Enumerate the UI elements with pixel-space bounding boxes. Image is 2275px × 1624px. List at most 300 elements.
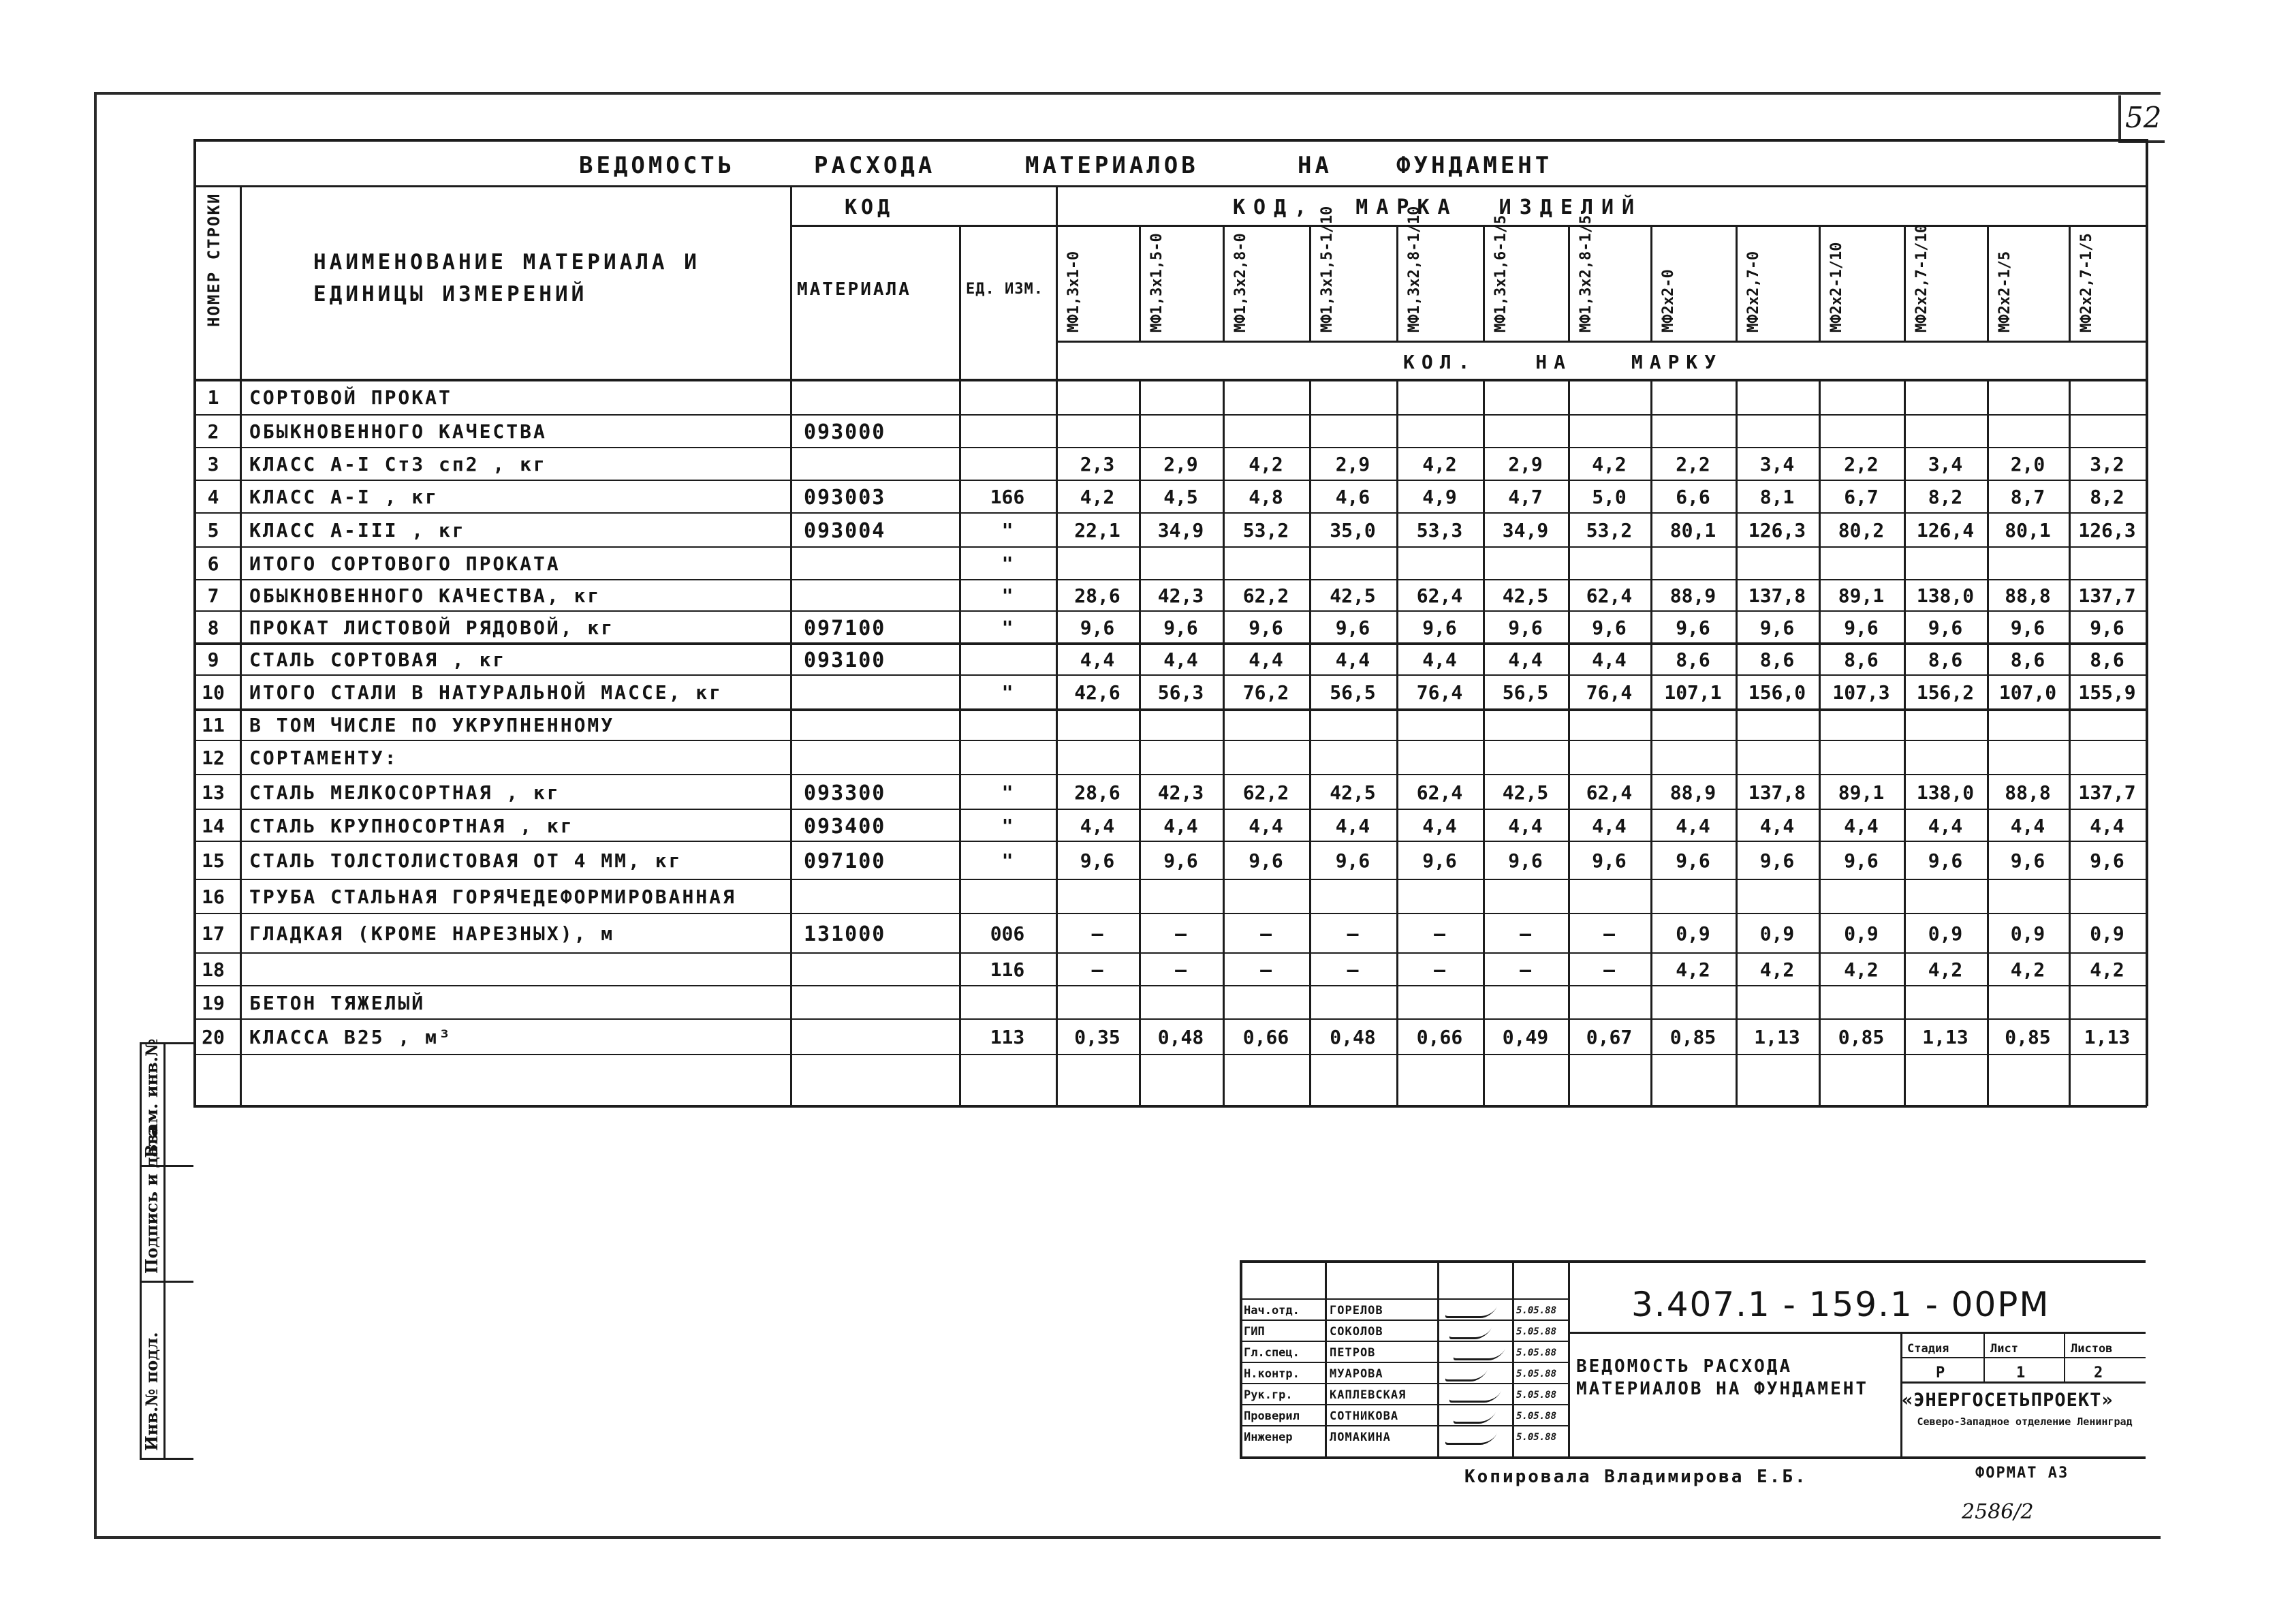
quantity-cell: 9,6 [1508, 616, 1543, 639]
quantity-cell: 0,9 [1844, 922, 1879, 945]
stamp-top-border [1240, 1260, 2146, 1263]
row-number: 16 [202, 886, 225, 908]
quantity-cell: 9,6 [1163, 849, 1198, 872]
row-number: 8 [207, 616, 219, 639]
organization: «ЭНЕРГОСЕТЬПРОЕКТ» [1902, 1390, 2114, 1411]
quantity-cell: 0,9 [1676, 922, 1710, 945]
mark-column-header: МФ1,3х1,5-0 [1148, 233, 1165, 332]
row-unit-code: " [1001, 849, 1014, 872]
mark-header-column-line [1819, 225, 1821, 341]
quantity-cell: 9,6 [1928, 849, 1963, 872]
row-material-name: ГЛАДКАЯ (КРОМЕ НАРЕЗНЫХ), м [249, 922, 615, 945]
quantity-cell: 88,9 [1669, 584, 1716, 607]
stamp-row-divider [1240, 1320, 1568, 1321]
quantity-cell: 4,7 [1508, 486, 1543, 508]
sheet-format: ФОРМАТ А3 [1975, 1465, 2069, 1482]
quantity-cell: 9,6 [2090, 849, 2124, 872]
quantity-cell: 2,3 [1080, 453, 1115, 475]
mark-header-column-line [1223, 225, 1225, 341]
quantity-cell: 0,48 [1330, 1026, 1376, 1048]
quantity-cell: 4,2 [1676, 958, 1710, 981]
row-unit-code: " [1001, 681, 1014, 704]
row-number: 10 [202, 681, 225, 704]
quantity-cell: 80,1 [2005, 519, 2051, 542]
row-material-code: 093300 [804, 781, 886, 805]
quantity-cell: 9,6 [1080, 849, 1115, 872]
row-material-name: БЕТОН ТЯЖЕЛЫЙ [249, 991, 426, 1014]
stamp-person-name: КАПЛЕВСКАЯ [1330, 1388, 1407, 1402]
quantity-cell: 0,66 [1416, 1026, 1463, 1048]
stamp-role: Проверил [1244, 1409, 1300, 1423]
quantity-cell: 4,4 [1080, 648, 1115, 671]
quantity-cell: 9,6 [1249, 849, 1283, 872]
row-divider [193, 879, 2146, 880]
row-divider [193, 1018, 2146, 1020]
quantity-cell: 126,3 [2078, 519, 2136, 542]
title-word: НА [1298, 152, 1332, 179]
material-code-header: МАТЕРИАЛА [797, 279, 911, 300]
quantity-cell: 88,8 [2005, 781, 2051, 804]
row-material-name: СОРТОВОЙ ПРОКАТ [249, 386, 452, 409]
quantity-cell: 9,6 [1080, 616, 1115, 639]
row-divider [193, 579, 2146, 580]
row-number: 14 [202, 814, 225, 837]
mark-column-header: МФ2х2,7-1/10 [1913, 224, 1930, 332]
row-divider [193, 952, 2146, 954]
mark-header-column-line [1139, 225, 1141, 341]
row-material-name: СТАЛЬ СОРТОВАЯ , кг [249, 648, 507, 671]
mark-column-header: МФ2х2-0 [1660, 269, 1677, 332]
quantity-cell: 4,4 [2090, 814, 2124, 837]
quantity-cell: 4,8 [1249, 486, 1283, 508]
quantity-cell: 34,9 [1157, 519, 1204, 542]
sheets-value: 2 [2094, 1364, 2103, 1381]
quantity-cell: 2,2 [1676, 453, 1710, 475]
quantity-cell: 107,1 [1664, 681, 1722, 704]
row-number: 5 [207, 519, 219, 542]
quantity-cell: 76,2 [1242, 681, 1289, 704]
mark-column-header: МФ1,3х2,8-1/10 [1406, 206, 1423, 332]
row-unit-code: 166 [990, 486, 1025, 508]
quantity-cell: 56,3 [1157, 681, 1204, 704]
quantity-cell: 4,2 [1422, 453, 1457, 475]
quantity-cell: 4,2 [1928, 958, 1963, 981]
unit-header: ЕД. ИЗМ. [966, 281, 1044, 298]
quantity-cell: 62,4 [1586, 781, 1633, 804]
quantity-cell: 8,2 [2090, 486, 2124, 508]
quantity-cell: 8,6 [1676, 648, 1710, 671]
quantity-cell: 1,13 [1754, 1026, 1800, 1048]
stamp-row-divider [1240, 1404, 1568, 1405]
quantity-cell: — [1260, 922, 1272, 945]
row-number: 7 [207, 584, 219, 607]
quantity-cell: 9,6 [1759, 616, 1795, 639]
quantity-cell: — [1260, 958, 1272, 981]
copied-by: Копировала Владимирова Е.Б. [1464, 1467, 1808, 1487]
stamp-person-name: СОКОЛОВ [1330, 1325, 1383, 1339]
quantity-cell: — [1347, 922, 1359, 945]
quantity-cell: 126,4 [1916, 519, 1975, 542]
quantity-cell: 42,3 [1157, 781, 1204, 804]
row-divider [193, 809, 2146, 810]
quantity-cell: 42,5 [1502, 584, 1549, 607]
quantity-cell: 2,2 [1844, 453, 1879, 475]
quantity-cell: 126,3 [1748, 519, 1806, 542]
row-divider [193, 414, 2146, 416]
stamp-date: 5.05.88 [1516, 1305, 1557, 1316]
stamp-row-divider [1240, 1341, 1568, 1342]
row-number: 13 [202, 781, 225, 804]
quantity-cell: 8,6 [1844, 648, 1879, 671]
name-column-line [790, 185, 792, 1106]
quantity-cell: 3,4 [1759, 453, 1795, 475]
row-unit-code: " [1001, 519, 1014, 542]
sheets-label: Листов [2071, 1342, 2113, 1356]
stage-value: Р [1936, 1364, 1945, 1381]
quantity-cell: 4,4 [1844, 814, 1879, 837]
quantity-cell: 4,4 [1676, 814, 1710, 837]
code-header: КОД [845, 196, 894, 219]
stamp-divider [1568, 1332, 2146, 1334]
quantity-cell: 0,48 [1157, 1026, 1204, 1048]
row-material-code: 097100 [804, 616, 886, 640]
row-number: 18 [202, 958, 225, 981]
quantity-per-mark-header: КОЛ. НА МАРКУ [1403, 351, 1723, 373]
stamp-column-line [1325, 1260, 1327, 1456]
row-number-column-line [240, 185, 242, 1106]
quantity-cell: 0,9 [2090, 922, 2124, 945]
row-unit-code: " [1001, 616, 1014, 639]
quantity-cell: 53,3 [1416, 519, 1463, 542]
quantity-cell: 107,0 [1998, 681, 2057, 704]
row-number: 19 [202, 991, 225, 1014]
quantity-cell: 155,9 [2078, 681, 2136, 704]
row-number: 20 [202, 1026, 225, 1048]
quantity-cell: — [1091, 922, 1103, 945]
quantity-cell: 6,6 [1676, 486, 1710, 508]
stamp-person-name: ПЕТРОВ [1330, 1346, 1376, 1360]
quantity-cell: 89,1 [1838, 781, 1885, 804]
stamp-row-divider [1240, 1425, 1568, 1426]
quantity-cell: 88,8 [2005, 584, 2051, 607]
mark-column-header: МФ1,3х2,8-1/5 [1578, 215, 1595, 332]
quantity-cell: 42,6 [1074, 681, 1120, 704]
quantity-cell: 4,4 [1080, 814, 1115, 837]
stamp-date: 5.05.88 [1516, 1432, 1557, 1443]
margin-replacement-label: Взам. инв.№ [142, 1038, 161, 1158]
quantity-cell: 1,13 [2084, 1026, 2131, 1048]
row-number-header: НОМЕР СТРОКИ [204, 192, 223, 327]
quantity-cell: 9,6 [1676, 616, 1710, 639]
row-divider [193, 610, 2146, 612]
row-unit-code: 006 [990, 922, 1025, 945]
archive-number: 2586/2 [1962, 1500, 2034, 1524]
stamp-column-line [2064, 1332, 2065, 1381]
row-material-name: ТРУБА СТАЛЬНАЯ ГОРЯЧЕДЕФОРМИРОВАННАЯ [249, 886, 736, 908]
stamp-role: Гл.спец. [1244, 1346, 1300, 1360]
quantity-cell: 4,4 [1249, 814, 1283, 837]
row-unit-code: 116 [990, 958, 1025, 981]
row-material-name: КЛАСС A-I Ст3 сп2 , кг [249, 453, 547, 475]
row-material-code: 093004 [804, 519, 886, 543]
quantity-cell: 4,6 [1335, 486, 1370, 508]
quantity-cell: 4,4 [1759, 814, 1795, 837]
quantity-cell: 42,5 [1330, 781, 1376, 804]
quantity-cell: 9,6 [2010, 849, 2045, 872]
quantity-cell: 42,5 [1330, 584, 1376, 607]
quantity-cell: 34,9 [1502, 519, 1549, 542]
row-number: 17 [202, 922, 225, 945]
row-material-name: КЛАССА B25 , м³ [249, 1026, 452, 1048]
stamp-role: Нач.отд. [1244, 1304, 1300, 1317]
row-divider [193, 480, 2146, 481]
row-unit-code: 113 [990, 1026, 1025, 1048]
row-material-name: ОБЫКНОВЕННОГО КАЧЕСТВА [249, 420, 547, 443]
quantity-cell: 0,66 [1242, 1026, 1289, 1048]
stamp-divider [1900, 1381, 2146, 1384]
stamp-row-divider [1240, 1362, 1568, 1363]
quantity-cell: 9,6 [1844, 849, 1879, 872]
margin-inventory-label: Инв.№ подл. [142, 1332, 161, 1451]
code-header-divider [790, 225, 2146, 227]
mark-header-column-line [1736, 225, 1738, 341]
row-divider [193, 642, 2146, 645]
quantity-cell: — [1434, 922, 1445, 945]
quantity-cell: 4,4 [1335, 814, 1370, 837]
stamp-role: Рук.гр. [1244, 1388, 1293, 1402]
quantity-cell: 42,3 [1157, 584, 1204, 607]
row-number: 4 [207, 486, 219, 508]
quantity-cell: 3,2 [2090, 453, 2124, 475]
mark-header-column-line [1396, 225, 1398, 341]
quantity-cell: 4,4 [1335, 648, 1370, 671]
quantity-cell: 4,4 [1928, 814, 1963, 837]
quantity-cell: 4,4 [1592, 648, 1627, 671]
row-number: 15 [202, 849, 225, 872]
quantity-cell: 9,6 [1676, 849, 1710, 872]
quantity-cell: 4,5 [1163, 486, 1198, 508]
quantity-cell: 8,6 [1928, 648, 1963, 671]
row-number: 3 [207, 453, 219, 475]
stamp-column-line [1983, 1332, 1985, 1381]
organization-branch: Северо-Западное отделение Ленинград [1917, 1416, 2133, 1428]
quantity-cell: 42,5 [1502, 781, 1549, 804]
stamp-role: Инженер [1244, 1431, 1293, 1444]
stamp-role: ГИП [1244, 1325, 1265, 1339]
row-material-code: 093400 [804, 814, 886, 839]
quantity-cell: 9,6 [1163, 616, 1198, 639]
quantity-cell: 0,67 [1586, 1026, 1633, 1048]
row-material-name: В ТОМ ЧИСЛЕ ПО УКРУПНЕННОМУ [249, 714, 615, 736]
quantity-cell: 76,4 [1416, 681, 1463, 704]
quantity-cell: — [1520, 922, 1531, 945]
page-number: 52 [2125, 101, 2162, 134]
mark-header-column-line [1650, 225, 1652, 341]
quantity-cell: 0,85 [2005, 1026, 2051, 1048]
quantity-cell: 2,9 [1335, 453, 1370, 475]
quantity-cell: 4,2 [2010, 958, 2045, 981]
quantity-cell: 137,8 [1748, 584, 1806, 607]
quantity-cell: 156,0 [1748, 681, 1806, 704]
quantity-cell: 4,9 [1422, 486, 1457, 508]
quantity-cell: 8,7 [2010, 486, 2045, 508]
quantity-cell: 107,3 [1832, 681, 1890, 704]
stamp-left-border [1240, 1260, 1242, 1456]
quantity-cell: 9,6 [1422, 616, 1457, 639]
row-divider [193, 674, 2146, 676]
row-divider [193, 913, 2146, 914]
quantity-cell: 3,4 [1928, 453, 1963, 475]
table-bottom-border [193, 1105, 2147, 1108]
quantity-cell: 8,6 [2090, 648, 2124, 671]
quantity-cell: 9,6 [1592, 616, 1627, 639]
row-material-code: 131000 [804, 922, 886, 946]
row-divider [193, 1054, 2146, 1055]
quantity-cell: 9,6 [1928, 616, 1963, 639]
sheet-value: 1 [2016, 1364, 2026, 1381]
title-word: МАТЕРИАЛОВ [1025, 152, 1199, 179]
quantity-cell: 0,9 [1928, 922, 1963, 945]
row-number: 9 [207, 648, 219, 671]
quantity-cell: 9,6 [1335, 849, 1370, 872]
stamp-bottom-border [1240, 1456, 2146, 1459]
quantity-cell: 4,2 [1844, 958, 1879, 981]
title-word: ФУНДАМЕНТ [1396, 152, 1553, 179]
stamp-person-name: ЛОМАКИНА [1330, 1431, 1391, 1444]
mark-column-header: МФ2х2,7-0 [1745, 251, 1762, 332]
quantity-cell: 9,6 [1422, 849, 1457, 872]
quantity-cell: 4,2 [2090, 958, 2124, 981]
quantity-cell: 9,6 [1508, 849, 1543, 872]
stamp-row-divider [1240, 1298, 1568, 1300]
quantity-cell: 28,6 [1074, 781, 1120, 804]
quantity-cell: 0,35 [1074, 1026, 1120, 1048]
quantity-cell: 138,0 [1916, 584, 1975, 607]
quantity-cell: 9,6 [1592, 849, 1627, 872]
row-material-name: КЛАСС A-III , кг [249, 519, 466, 542]
margin-strip-line [163, 1042, 166, 1458]
quantity-cell: 80,2 [1838, 519, 1885, 542]
mark-header-column-line [1483, 225, 1485, 341]
row-material-name: СТАЛЬ КРУПНОСОРТНАЯ , кг [249, 814, 574, 837]
quantity-cell: 4,4 [1249, 648, 1283, 671]
margin-strip-bottom [140, 1458, 193, 1460]
mark-header-divider [1056, 341, 2146, 343]
quantity-cell: 8,1 [1759, 486, 1795, 508]
title-word: РАСХОДА [814, 152, 936, 179]
mark-header-column-line [2069, 225, 2071, 341]
quantity-cell: 88,9 [1669, 781, 1716, 804]
mark-column-header: МФ2х2-1/10 [1828, 242, 1845, 332]
mark-column-header: МФ1,3х1,5-1/10 [1319, 206, 1336, 332]
stamp-date: 5.05.88 [1516, 1326, 1557, 1337]
quantity-cell: — [1347, 958, 1359, 981]
stamp-column-line [1568, 1260, 1570, 1456]
quantity-cell: — [1175, 958, 1187, 981]
quantity-cell: 53,2 [1586, 519, 1633, 542]
mark-header-column-line [1568, 225, 1570, 341]
stamp-column-line [1437, 1260, 1439, 1456]
quantity-cell: 9,6 [1759, 849, 1795, 872]
stamp-column-line [1512, 1260, 1514, 1456]
quantity-cell: 138,0 [1916, 781, 1975, 804]
quantity-cell: 62,4 [1416, 584, 1463, 607]
table-right-border [2146, 139, 2148, 1106]
quantity-cell: 4,2 [1249, 453, 1283, 475]
mark-column-header: МФ1,3х1,6-1/5 [1492, 215, 1509, 332]
mark-column-header: МФ2х2-1/5 [1996, 251, 2013, 332]
quantity-cell: 22,1 [1074, 519, 1120, 542]
stamp-document-title: ВЕДОМОСТЬ РАСХОДА МАТЕРИАЛОВ НА ФУНДАМЕНТ [1576, 1356, 1869, 1399]
title-divider [193, 185, 2147, 187]
quantity-cell: 4,4 [1422, 814, 1457, 837]
row-divider [193, 841, 2146, 842]
quantity-cell: 0,85 [1838, 1026, 1885, 1048]
stamp-date: 5.05.88 [1516, 1347, 1557, 1358]
row-divider [193, 546, 2146, 548]
row-divider [193, 774, 2146, 775]
quantity-cell: 8,6 [2010, 648, 2045, 671]
quantity-cell: 9,6 [1249, 616, 1283, 639]
quantity-cell: 137,7 [2078, 781, 2136, 804]
row-number: 2 [207, 420, 219, 443]
quantity-cell: 4,2 [1592, 453, 1627, 475]
material-name-header: НАИМЕНОВАНИЕ МАТЕРИАЛА И ЕДИНИЦЫ ИЗМЕРЕНИЙ [313, 250, 700, 307]
row-material-code: 093000 [804, 420, 886, 444]
quantity-cell: 4,2 [1759, 958, 1795, 981]
quantity-cell: 28,6 [1074, 584, 1120, 607]
quantity-cell: 9,6 [1844, 616, 1879, 639]
table-top-border [193, 139, 2147, 142]
stamp-divider [1900, 1357, 2146, 1358]
mark-column-header: МФ1,3х1-0 [1065, 251, 1082, 332]
row-material-code: 093003 [804, 486, 886, 510]
quantity-cell: 5,0 [1592, 486, 1627, 508]
mark-header-column-line [1309, 225, 1311, 341]
row-number: 12 [202, 747, 225, 769]
row-material-name: СТАЛЬ ТОЛСТОЛИСТОВАЯ ОТ 4 ММ, кг [249, 849, 682, 872]
row-divider [193, 512, 2146, 514]
quantity-cell: 0,9 [1759, 922, 1795, 945]
quantity-cell: 9,6 [2010, 616, 2045, 639]
mark-column-header: МФ1,3х2,8-0 [1232, 233, 1249, 332]
margin-strip-divider [140, 1281, 193, 1283]
mark-header-column-line [1987, 225, 1989, 341]
quantity-cell: 0,85 [1669, 1026, 1716, 1048]
row-unit-code: " [1001, 781, 1014, 804]
row-unit-code: " [1001, 584, 1014, 607]
quantity-cell: 156,2 [1916, 681, 1975, 704]
margin-signature-label: Подпись и дата [142, 1125, 161, 1274]
stamp-row-divider [1240, 1383, 1568, 1384]
row-divider [193, 985, 2146, 986]
stamp-date: 5.05.88 [1516, 1390, 1557, 1401]
stamp-role: Н.контр. [1244, 1367, 1300, 1381]
row-material-name: СТАЛЬ МЕЛКОСОРТНАЯ , кг [249, 781, 561, 804]
quantity-cell: 89,1 [1838, 584, 1885, 607]
header-bottom-border [193, 379, 2146, 381]
quantity-cell: 62,4 [1416, 781, 1463, 804]
product-mark-header: КОД, МАРКА ИЗДЕЛИЙ [1233, 196, 1643, 219]
row-material-code: 097100 [804, 849, 886, 873]
row-material-name: КЛАСС A-I , кг [249, 486, 439, 508]
quantity-cell: 137,8 [1748, 781, 1806, 804]
quantity-cell: 62,2 [1242, 584, 1289, 607]
quantity-cell: 4,4 [2010, 814, 2045, 837]
stage-label: Стадия [1907, 1342, 1949, 1356]
quantity-cell: 76,4 [1586, 681, 1633, 704]
row-material-name: СОРТАМЕНТУ: [249, 747, 398, 769]
